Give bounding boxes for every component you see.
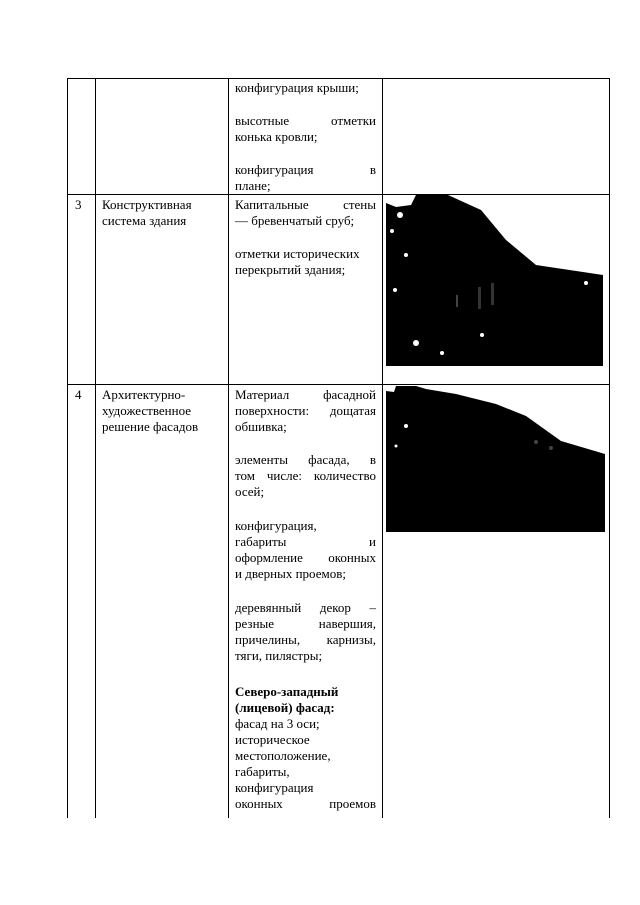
criteria-line: тяги, пилястры; xyxy=(235,648,323,663)
facade-heading-line: (лицевой) фасад: xyxy=(235,700,335,715)
criteria-line: том числе: количество xyxy=(235,468,376,483)
criteria-line: Материал фасадной xyxy=(235,387,376,402)
criteria-line: поверхности: дощатая xyxy=(235,403,376,418)
facade-heading-line: Северо-западный xyxy=(235,684,339,699)
table-border-left xyxy=(67,78,68,818)
table-row-divider xyxy=(67,384,610,385)
facade-photo xyxy=(386,386,605,532)
section-name-line: Архитектурно- xyxy=(102,387,186,402)
criteria-line: габариты, xyxy=(235,764,290,779)
criteria-line: местоположение, xyxy=(235,748,331,763)
criteria-line: высотные отметки xyxy=(235,113,376,128)
criteria-line: деревянный декор – xyxy=(235,600,376,615)
criteria-line: плане; xyxy=(235,178,271,193)
table-border-right xyxy=(609,78,610,818)
table-col-divider xyxy=(228,78,229,818)
table-col-divider xyxy=(382,78,383,818)
criteria-line: конька кровли; xyxy=(235,129,318,144)
criteria-line: причелины, карнизы, xyxy=(235,632,376,647)
criteria-line: обшивка; xyxy=(235,419,287,434)
criteria-line: отметки исторических xyxy=(235,246,360,261)
criteria-line: резные навершия, xyxy=(235,616,376,631)
table-col-divider xyxy=(95,78,96,818)
row-number: 4 xyxy=(75,387,82,402)
section-name-line: решение фасадов xyxy=(102,419,199,434)
criteria-line: конфигурация, xyxy=(235,518,317,533)
criteria-line: фасад на 3 оси; xyxy=(235,716,320,731)
building-photo xyxy=(386,195,603,366)
criteria-line: габариты и xyxy=(235,534,376,549)
criteria-line: оформление оконных xyxy=(235,550,376,565)
section-name-line: система здания xyxy=(102,213,187,228)
criteria-line: элементы фасада, в xyxy=(235,452,376,467)
row-number: 3 xyxy=(75,197,82,212)
facade-photo-image xyxy=(386,386,605,532)
criteria-line: — бревенчатый сруб; xyxy=(235,213,355,228)
criteria-line: перекрытий здания; xyxy=(235,262,346,277)
section-name-line: Конструктивная xyxy=(102,197,192,212)
criteria-line: и дверных проемов; xyxy=(235,566,346,581)
table-border-top xyxy=(67,78,383,79)
criteria-line: осей; xyxy=(235,484,265,499)
table-border-top-right xyxy=(383,78,610,79)
section-name-line: художественное xyxy=(102,403,192,418)
criteria-line: Капитальные стены xyxy=(235,197,376,212)
criteria-line: конфигурация в xyxy=(235,162,376,177)
building-photo-image xyxy=(386,195,603,366)
criteria-line: оконных проемов xyxy=(235,796,376,811)
criteria-line: конфигурация крыши; xyxy=(235,80,359,95)
criteria-line: историческое xyxy=(235,732,310,747)
criteria-line: конфигурация xyxy=(235,780,314,795)
